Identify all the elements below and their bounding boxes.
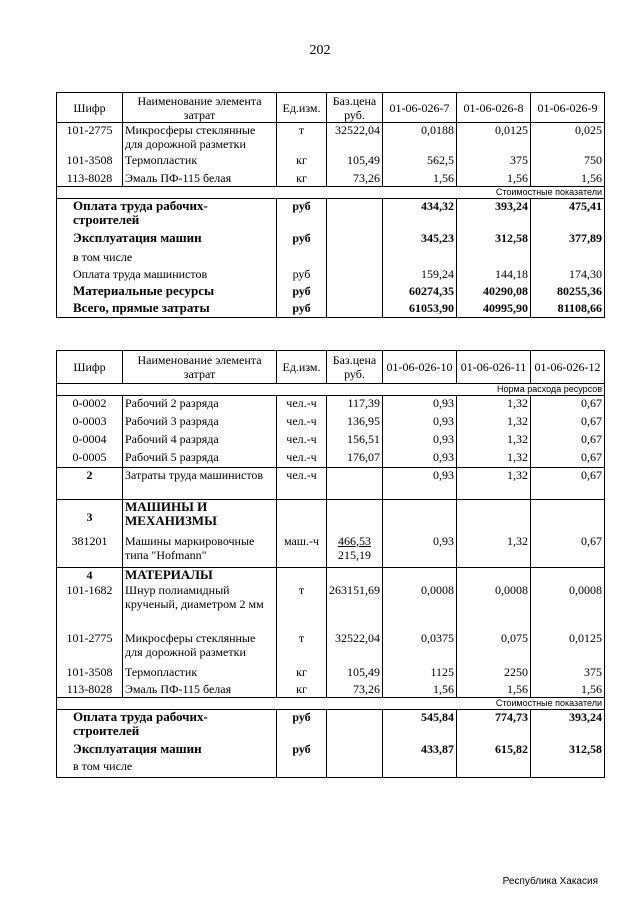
header-col1: 01-06-026-10 xyxy=(383,351,457,384)
cost-row-materials: Материальные ресурсы руб 60274,35 40290,08 80255,36 xyxy=(57,284,605,301)
table-row: 101-3508 Термопластик кг 105,49 1125 2250 375 xyxy=(57,665,605,682)
table-header-row xyxy=(57,93,605,123)
norm-section-label: Норма расхода ресурсов xyxy=(57,384,605,396)
header-price: Баз.цена руб. xyxy=(327,93,383,123)
header-col3: 01-06-026-12 xyxy=(531,351,605,384)
header-col1: 01-06-026-7 xyxy=(383,93,457,123)
header-unit: Ед.изм. xyxy=(277,351,327,384)
table-row: 101-2775 Микросферы стеклянные для дорожной разметки т 32522,04 0,0188 0,0125 0,025 xyxy=(57,123,605,153)
table-row: 101-3508 Термопластик кг 105,49 562,5 375 750 xyxy=(57,153,605,171)
cost-section-label: Стоимостные показатели xyxy=(57,187,605,199)
section-label-row xyxy=(57,384,605,396)
header-price: Баз.цена руб. xyxy=(327,351,383,384)
machine-row: 381201 Машины маркировочные типа "Hofmann" маш.-ч 466,53 215,19 0,93 1,32 0,67 xyxy=(57,534,605,568)
section-label-row xyxy=(57,187,605,199)
table-row: 101-2775 Микросферы стеклянные для дорожной разметки т 32522,04 0,0375 0,075 0,0125 xyxy=(57,631,605,665)
header-col2: 01-06-026-8 xyxy=(457,93,531,123)
cost-row-machines: Эксплуатация машин в том числе руб 345,23 312,58 377,89 xyxy=(57,231,605,267)
header-code: Шифр xyxy=(57,351,123,384)
header-col2: 01-06-026-11 xyxy=(457,351,531,384)
section-heading-row: 3 МАШИНЫ И МЕХАНИЗМЫ xyxy=(57,500,605,534)
cost-row-operators: Оплата труда машинистов руб 159,24 144,18 174,30 xyxy=(57,267,605,284)
page-number: 202 xyxy=(309,43,331,58)
section-heading-row: 4 МАТЕРИАЛЫ xyxy=(57,568,605,583)
header-unit: Ед.изм. xyxy=(277,93,327,123)
header-name: Наименование элемента затрат xyxy=(123,93,277,123)
cost-row-total: Всего, прямые затраты руб 61053,90 40995,90 81108,66 xyxy=(57,301,605,318)
table-row: 113-8028 Эмаль ПФ-115 белая кг 73,26 1,56 1,56 1,56 xyxy=(57,682,605,698)
table-row: 113-8028 Эмаль ПФ-115 белая кг 73,26 1,56 1,56 1,56 xyxy=(57,171,605,187)
cost-row-labor: Оплата труда рабочих-строителей руб 545,84 774,73 393,24 xyxy=(57,710,605,742)
table-row: 0-0002 Рабочий 2 разряда чел.-ч 117,39 0,93 1,32 0,67 xyxy=(57,396,605,414)
section-label-row xyxy=(57,698,605,710)
footer-region: Республика Хакасия xyxy=(502,876,598,887)
header-code: Шифр xyxy=(57,93,123,123)
table-header-row xyxy=(57,351,605,384)
cost-row-machines: Эксплуатация машин в том числе руб 433,87 615,82 312,58 xyxy=(57,742,605,778)
header-name: Наименование элемента затрат xyxy=(123,351,277,384)
price-table-1 xyxy=(56,92,605,318)
table-row: 101-1682 Шнур полиамидный крученый, диаметром 2 мм т 263151,69 0,0008 0,0008 0,0008 xyxy=(57,583,605,631)
header-col3: 01-06-026-9 xyxy=(531,93,605,123)
operators-row: 2 Затраты труда машинистов чел.-ч 0,93 1,32 0,67 xyxy=(57,468,605,500)
cost-section-label: Стоимостные показатели xyxy=(57,698,605,710)
table-row: 0-0004 Рабочий 4 разряда чел.-ч 156,51 0,93 1,32 0,67 xyxy=(57,432,605,450)
table-row: 0-0003 Рабочий 3 разряда чел.-ч 136,95 0,93 1,32 0,67 xyxy=(57,414,605,432)
table-row: 0-0005 Рабочий 5 разряда чел.-ч 176,07 0,93 1,32 0,67 xyxy=(57,450,605,468)
price-table-2 xyxy=(56,350,605,778)
cost-row-labor: Оплата труда рабочих-строителей руб 434,32 393,24 475,41 xyxy=(57,199,605,231)
